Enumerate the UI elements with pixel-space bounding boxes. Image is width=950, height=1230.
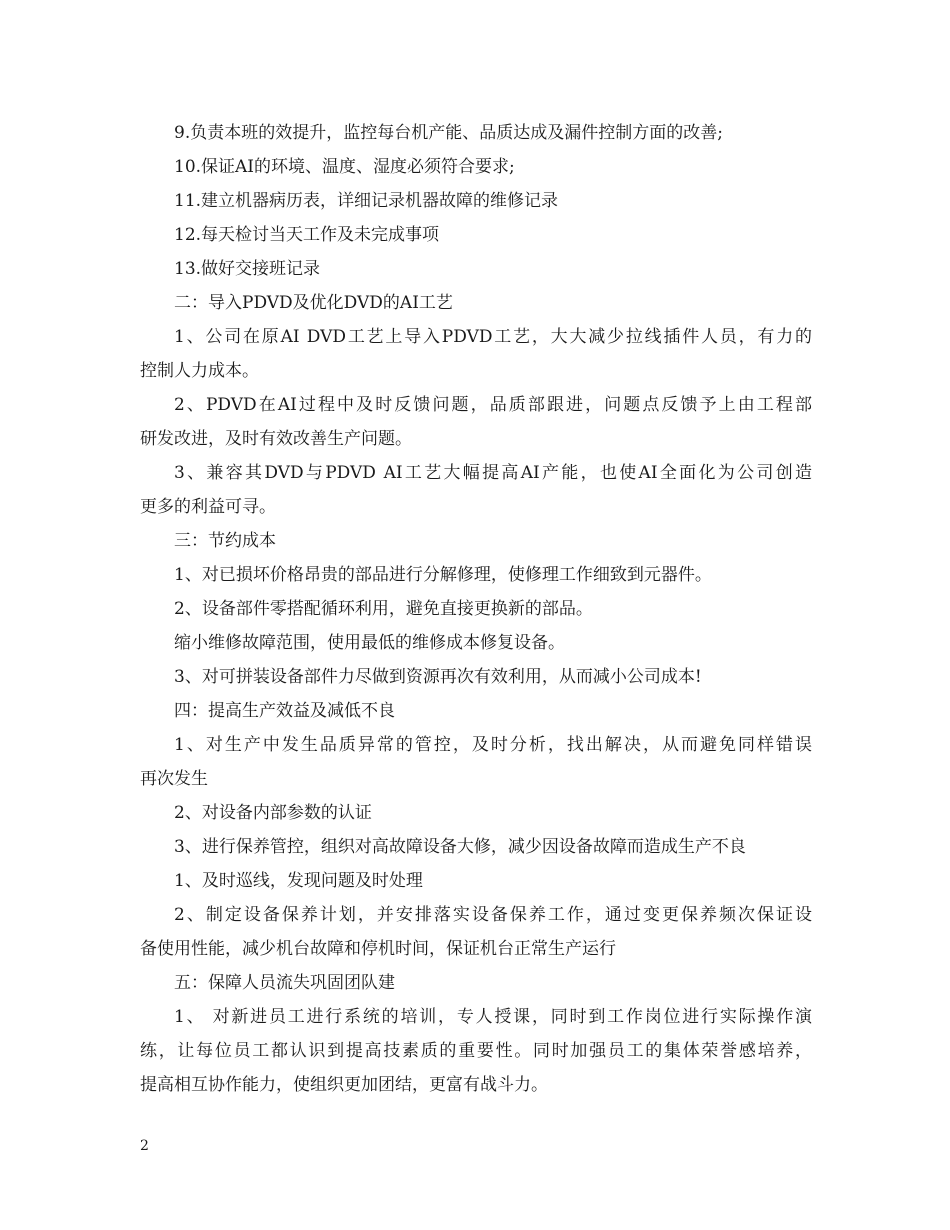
text-line: 二：导入PDVD及优化DVD的AI工艺 <box>174 293 453 313</box>
text-line: 1、公司在原AI DVD工艺上导入PDVD工艺，大大减少拉线插件人员，有力的 <box>174 327 812 347</box>
text-line: 3、进行保养管控，组织对高故障设备大修，减少因设备故障而造成生产不良 <box>174 837 746 857</box>
text-line: 3、对可拼装设备部件力尽做到资源再次有效利用，从而减小公司成本! <box>174 667 702 687</box>
text-line: 缩小维修故障范围，使用最低的维修成本修复设备。 <box>174 633 565 653</box>
text-line: 1、及时巡线，发现问题及时处理 <box>174 871 423 891</box>
text-line: 三：节约成本 <box>174 531 276 551</box>
page-number: 2 <box>140 1138 149 1154</box>
text-line: 1、 对新进员工进行系统的培训，专人授课，同时到工作岗位进行实际操作演 <box>174 1007 812 1027</box>
text-line: 五：保障人员流失巩固团队建 <box>174 973 395 993</box>
text-line: 研发改进，及时有效改善生产问题。 <box>140 429 412 449</box>
text-line: 3、兼容其DVD与PDVD AI工艺大幅提高AI产能，也使AI全面化为公司创造 <box>174 463 812 483</box>
text-line: 控制人力成本。 <box>140 361 259 381</box>
text-line: 练，让每位员工都认识到提高技素质的重要性。同时加强员工的集体荣誉感培养， <box>140 1041 812 1061</box>
document-body <box>140 116 812 1102</box>
text-line: 10.保证AI的环境、温度、湿度必须符合要求; <box>174 157 515 177</box>
text-line: 1、对生产中发生品质异常的管控，及时分析，找出解决，从而避免同样错误 <box>174 735 812 755</box>
text-line: 2、PDVD在AI过程中及时反馈问题，品质部跟进，问题点反馈予上由工程部 <box>174 395 812 415</box>
text-line: 2、设备部件零搭配循环利用，避免直接更换新的部品。 <box>174 599 593 619</box>
text-line: 2、对设备内部参数的认证 <box>174 803 372 823</box>
text-line: 备使用性能，减少机台故障和停机时间，保证机台正常生产运行 <box>140 939 616 959</box>
text-line: 1、对已损坏价格昂贵的部品进行分解修理，使修理工作细致到元器件。 <box>174 565 712 585</box>
text-line: 13.做好交接班记录 <box>174 259 321 279</box>
text-line: 2、制定设备保养计划，并安排落实设备保养工作，通过变更保养频次保证设 <box>174 905 812 925</box>
text-line: 更多的利益可寻。 <box>140 497 276 517</box>
text-line: 12.每天检讨当天工作及未完成事项 <box>174 225 440 245</box>
text-line: 四：提高生产效益及减低不良 <box>174 701 395 721</box>
text-line: 再次发生 <box>140 769 208 789</box>
text-line: 9.负责本班的效提升，监控每台机产能、品质达成及漏件控制方面的改善; <box>174 123 723 143</box>
text-line: 11.建立机器病历表，详细记录机器故障的维修记录 <box>174 191 559 211</box>
text-line: 提高相互协作能力，使组织更加团结，更富有战斗力。 <box>140 1075 548 1095</box>
